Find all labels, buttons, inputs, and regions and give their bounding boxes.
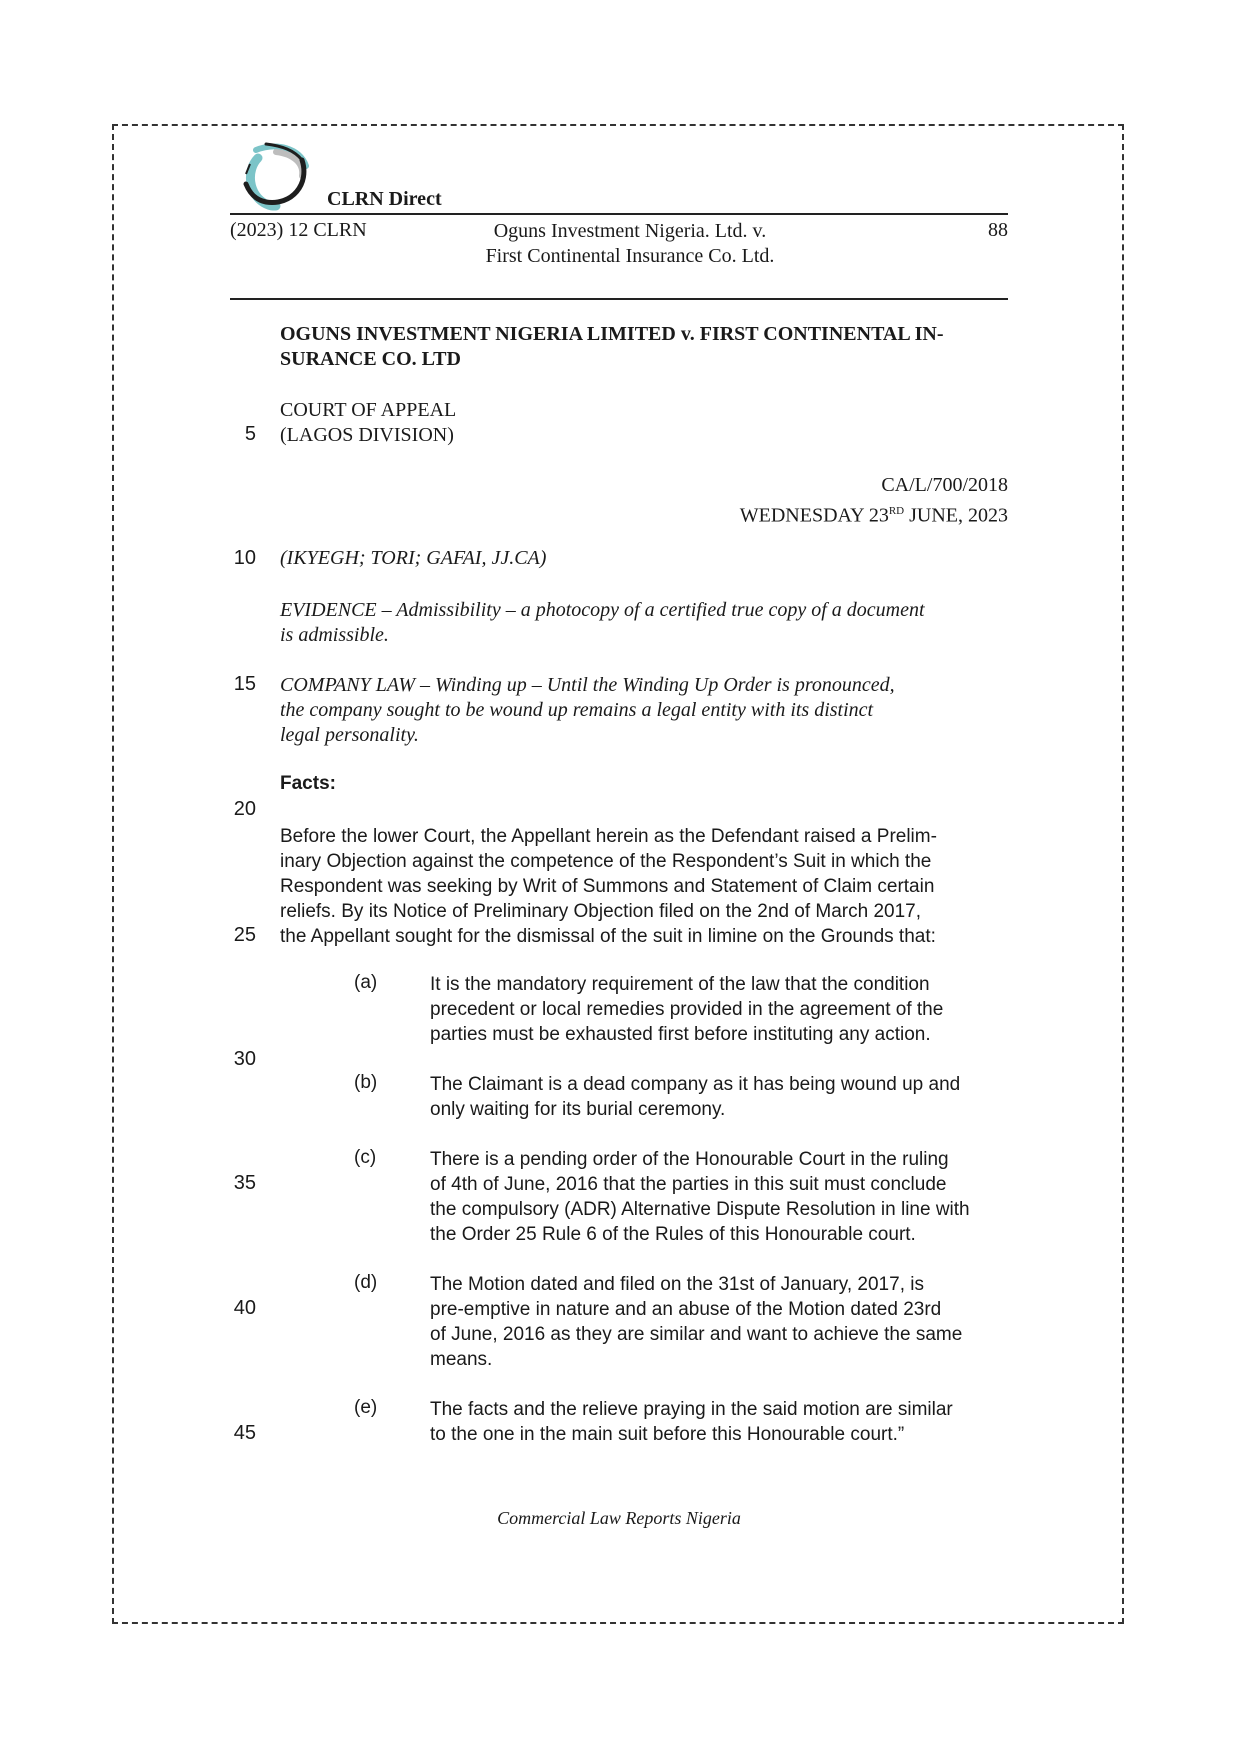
judges: (IKYEGH; TORI; GAFAI, JJ.CA) xyxy=(280,547,547,569)
ground-a xyxy=(430,972,1007,1047)
citation: (2023) 12 CLRN xyxy=(230,219,367,241)
facts-paragraph xyxy=(280,824,1007,949)
court-line-2: (LAGOS DIVISION) xyxy=(280,424,454,446)
ground-line: precedent or local remedies provided in the agreement of the xyxy=(430,999,944,1020)
catchword-line: the company sought to be wound up remains a legal entity with its distinct xyxy=(280,699,874,721)
date-suffix: JUNE, 2023 xyxy=(904,504,1008,527)
header-bottom-rule xyxy=(230,298,1008,300)
date-ordinal: RD xyxy=(888,505,905,517)
date-prefix: WEDNESDAY 23 xyxy=(739,504,889,527)
paragraph-line: Respondent was seeking by Writ of Summons and Statement of Claim certain xyxy=(280,876,935,897)
ground-line: The Claimant is a dead company as it has being wound up and xyxy=(430,1074,961,1095)
ground-line: the Order 25 Rule 6 of the Rules of this Honourable court. xyxy=(430,1224,916,1245)
line-number: 5 xyxy=(244,423,256,445)
ground-line: There is a pending order of the Honourable Court in the ruling xyxy=(430,1149,949,1170)
ground-c xyxy=(430,1147,1007,1247)
ground-line: of June, 2016 as they are similar and want to achieve the same xyxy=(430,1324,963,1345)
ground-d xyxy=(430,1272,1007,1372)
paragraph-line: Before the lower Court, the Appellant herein as the Defendant raised a Prelim- xyxy=(280,826,937,847)
line-number: 25 xyxy=(233,924,256,946)
paragraph-line: inary Objection against the competence of the Respondent’s Suit in which the xyxy=(280,851,932,872)
case-title-line-1: OGUNS INVESTMENT NIGERIA LIMITED v. FIRST CONTINENTAL IN- xyxy=(280,323,944,345)
line-number: 45 xyxy=(233,1422,256,1444)
page-number: 88 xyxy=(988,219,1008,241)
ground-label-b: (b) xyxy=(354,1072,378,1093)
footer-publication: Commercial Law Reports Nigeria xyxy=(497,1508,741,1528)
paragraph-line: the Appellant sought for the dismissal of the suit in limine on the Grounds that: xyxy=(280,926,936,947)
line-number: 40 xyxy=(233,1297,256,1319)
catchword-company-law xyxy=(280,673,1007,748)
ground-label-c: (c) xyxy=(354,1147,377,1168)
header-rule xyxy=(230,213,1008,215)
catchword-line: COMPANY LAW – Winding up – Until the Winding Up Order is pronounced, xyxy=(280,674,895,696)
ground-line: The facts and the relieve praying in the said motion are similar xyxy=(430,1399,953,1420)
ground-line: to the one in the main suit before this Honourable court.” xyxy=(430,1424,905,1445)
ground-line: of 4th of June, 2016 that the parties in this suit must conclude xyxy=(430,1174,947,1195)
clrn-logo-icon xyxy=(236,140,316,212)
catchword-line: EVIDENCE – Admissibility – a photocopy of a certified true copy of a document xyxy=(280,599,925,621)
ground-label-e: (e) xyxy=(354,1397,378,1418)
ground-label-a: (a) xyxy=(354,972,378,993)
running-title xyxy=(430,219,830,269)
line-number: 35 xyxy=(233,1172,256,1194)
ground-line: pre-emptive in nature and an abuse of the Motion dated 23rd xyxy=(430,1299,942,1320)
ground-label-d: (d) xyxy=(354,1272,378,1293)
ground-line: parties must be exhausted first before instituting any action. xyxy=(430,1024,931,1045)
brand-name: CLRN Direct xyxy=(327,188,442,210)
line-number: 15 xyxy=(233,673,256,695)
judgment-date xyxy=(740,498,1008,529)
catchword-line: is admissible. xyxy=(280,624,389,646)
court-line-1: COURT OF APPEAL xyxy=(280,399,457,421)
ground-b xyxy=(430,1072,1007,1122)
ground-line: the compulsory (ADR) Alternative Dispute Resolution in line with xyxy=(430,1199,970,1220)
case-title xyxy=(280,322,1007,372)
catchword-evidence xyxy=(280,598,1007,648)
facts-heading: Facts: xyxy=(280,773,336,794)
suit-number: CA/L/700/2018 xyxy=(881,474,1008,496)
ground-line: It is the mandatory requirement of the law that the condition xyxy=(430,974,930,995)
ground-line: only waiting for its burial ceremony. xyxy=(430,1099,726,1120)
ground-line: The Motion dated and filed on the 31st of January, 2017, is xyxy=(430,1274,924,1295)
running-title-line-1: Oguns Investment Nigeria. Ltd. v. xyxy=(493,220,767,242)
line-number: 20 xyxy=(233,798,256,820)
line-number: 30 xyxy=(233,1048,256,1070)
ground-e xyxy=(430,1397,1007,1447)
ground-line: means. xyxy=(430,1349,493,1370)
running-title-line-2: First Continental Insurance Co. Ltd. xyxy=(485,245,775,267)
line-number: 10 xyxy=(233,547,256,569)
case-title-line-2: SURANCE CO. LTD xyxy=(280,348,461,370)
paragraph-line: reliefs. By its Notice of Preliminary Objection filed on the 2nd of March 2017, xyxy=(280,901,922,922)
catchword-line: legal personality. xyxy=(280,724,419,746)
court-name xyxy=(280,398,1007,448)
suit-details xyxy=(740,472,1008,529)
